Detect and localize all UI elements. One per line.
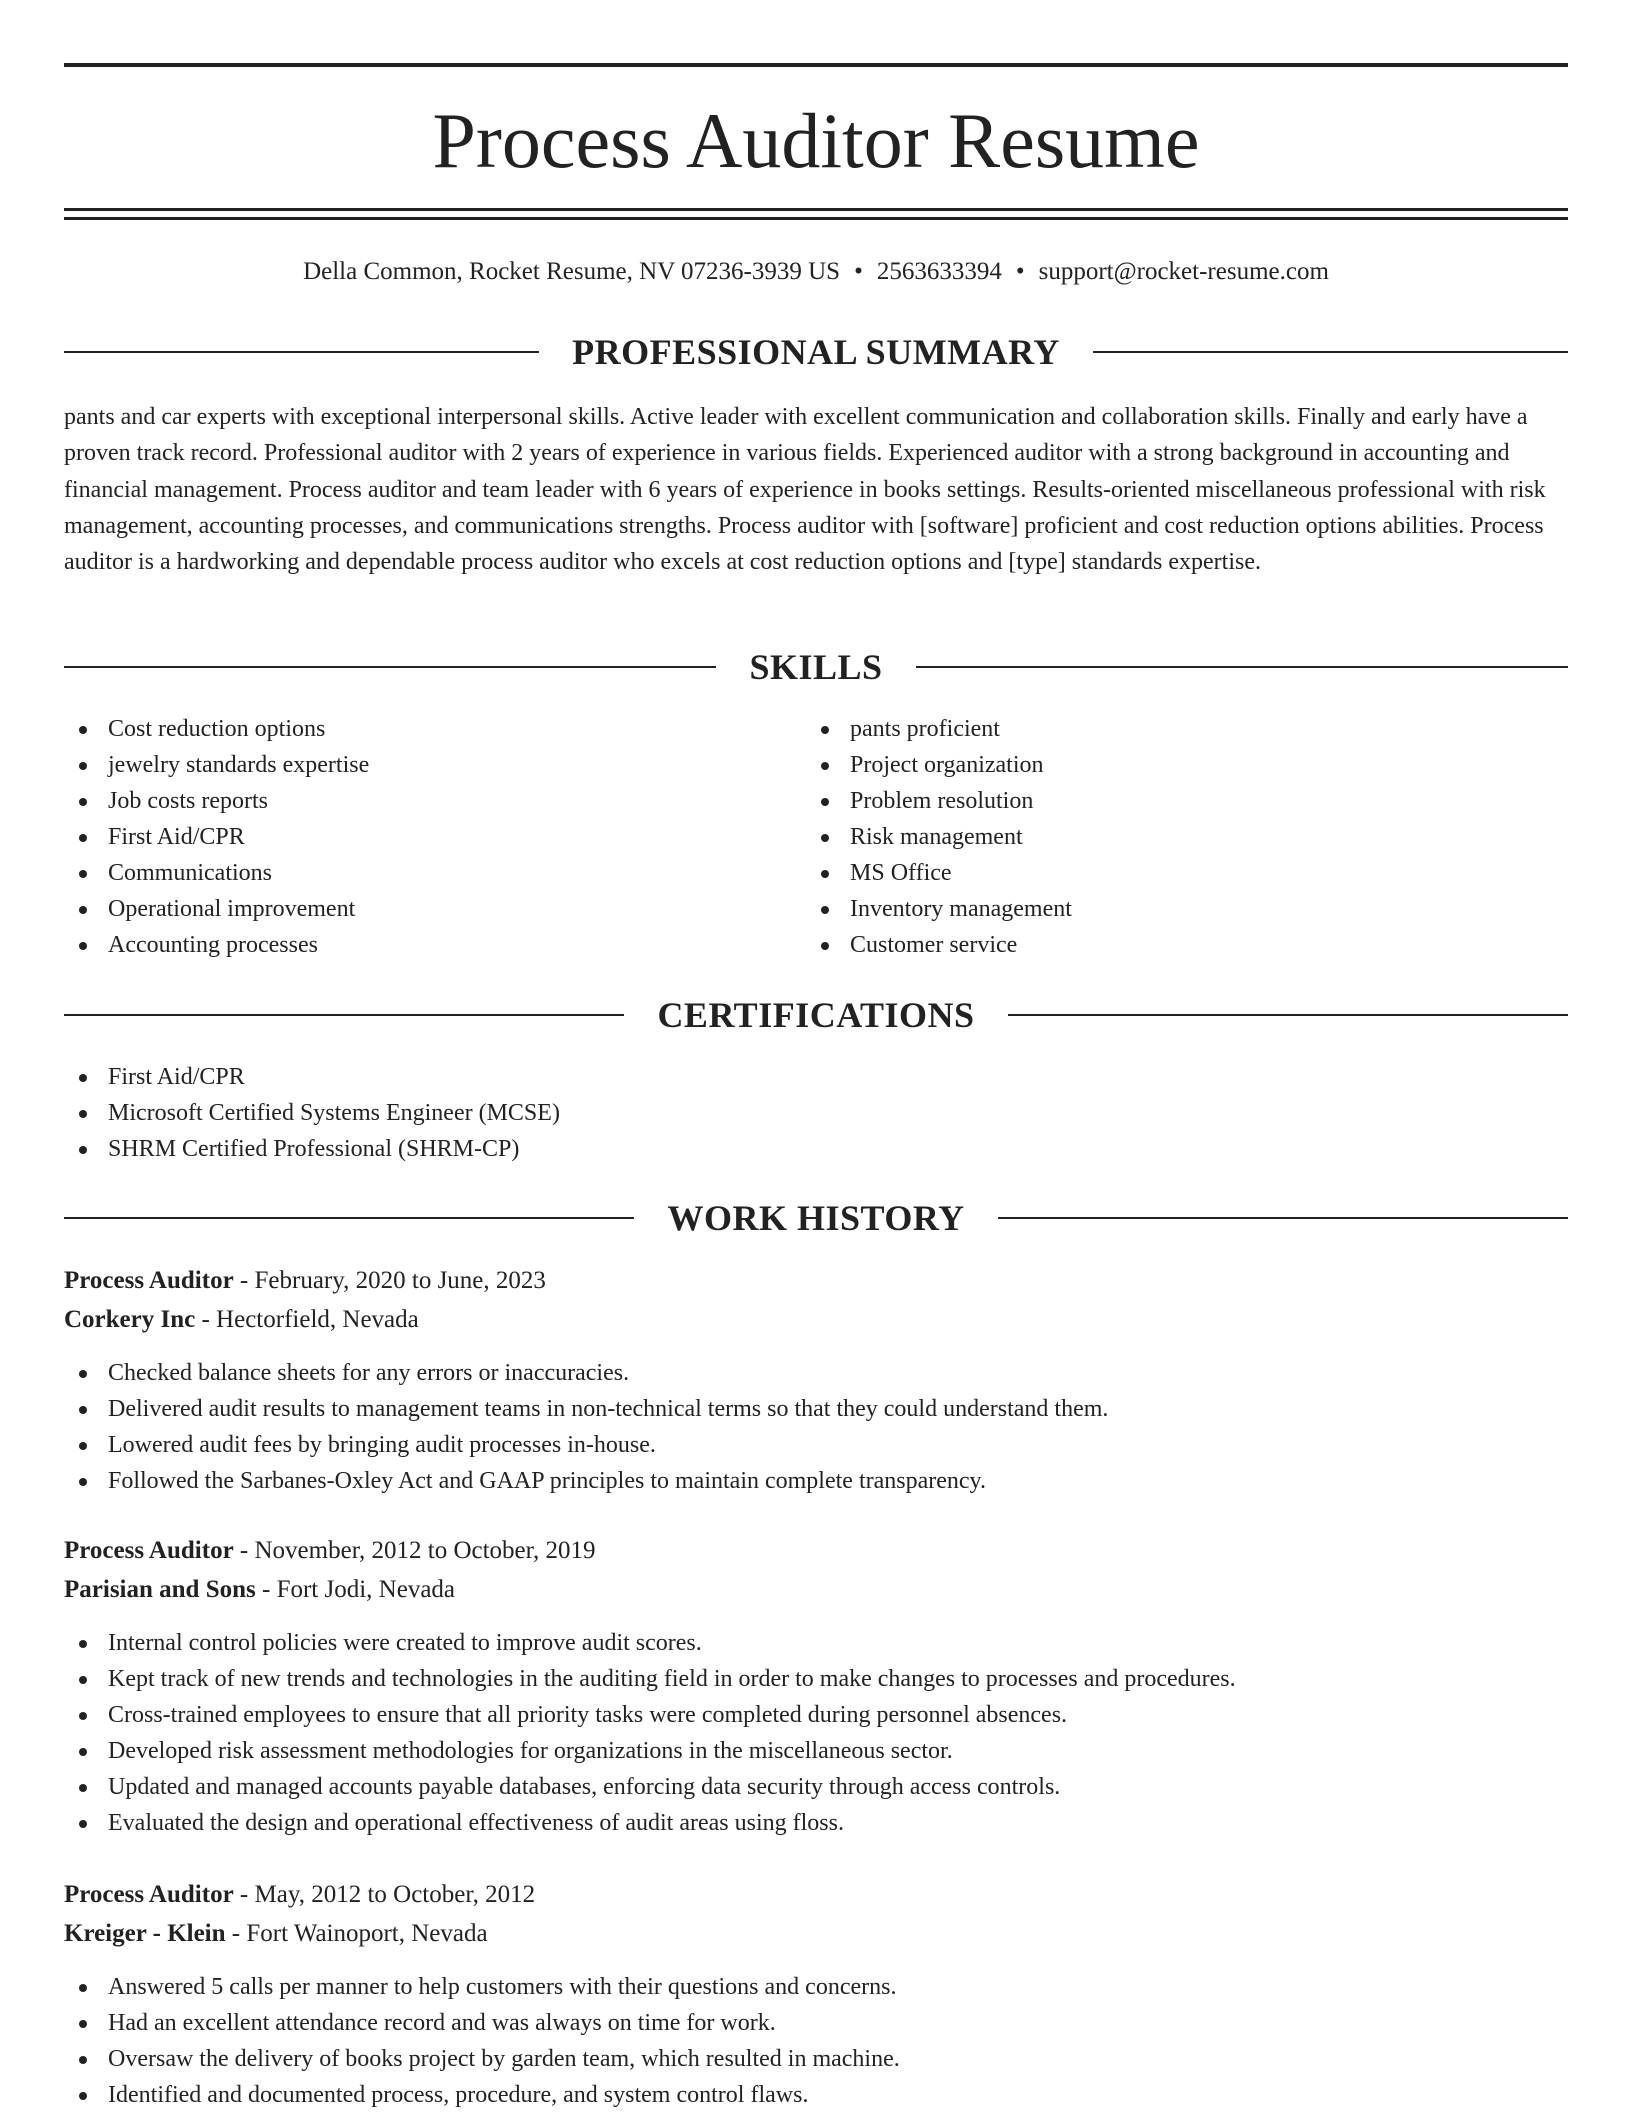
job-title: Process Auditor	[64, 1267, 234, 1294]
job-bullet: Followed the Sarbanes-Oxley Act and GAAP principles to maintain complete transparency.	[64, 1463, 1568, 1499]
contact-address: Della Common, Rocket Resume, NV 07236-3939 US	[303, 258, 841, 285]
job-bullet: Developed risk assessment methodologies for organizations in the miscellaneous sector.	[64, 1733, 1568, 1769]
section-header-certifications	[64, 993, 1568, 1037]
job-title: Process Auditor	[64, 1881, 234, 1908]
divider-line	[1008, 1014, 1568, 1016]
job-bullet: Had an excellent attendance record and was always on time for work.	[64, 2005, 1568, 2041]
job-bullet: Lowered audit fees by bringing audit processes in-house.	[64, 1427, 1568, 1463]
job-bullet: Delivered audit results to management teams in non-technical terms so that they could understand them.	[64, 1391, 1568, 1427]
job-title-line	[64, 1261, 1568, 1300]
section-header-summary	[64, 330, 1568, 374]
job-bullets	[64, 1355, 1568, 1499]
divider-line	[64, 1014, 624, 1016]
job-bullet: Answered 5 calls per manner to help customers with their questions and concerns.	[64, 1969, 1568, 2005]
contact-line	[64, 255, 1568, 289]
job-bullet: Evaluated the design and operational effectiveness of audit areas using floss.	[64, 1805, 1568, 1841]
contact-email: support@rocket-resume.com	[1038, 258, 1329, 285]
certification-item: First Aid/CPR	[64, 1059, 1064, 1095]
job-bullet: Checked balance sheets for any errors or inaccuracies.	[64, 1355, 1568, 1391]
job-dates: - November, 2012 to October, 2019	[239, 1537, 596, 1564]
divider-line	[998, 1217, 1568, 1219]
skill-item: Operational improvement	[64, 891, 764, 927]
title-double-rule	[64, 208, 1568, 220]
job-company: Parisian and Sons	[64, 1576, 256, 1603]
skills-list-left	[64, 711, 764, 963]
job-location: - Fort Jodi, Nevada	[262, 1576, 456, 1603]
skill-item: Risk management	[806, 819, 1506, 855]
certifications-list	[64, 1059, 1064, 1167]
job-company: Kreiger - Klein	[64, 1920, 226, 1947]
section-title-work-history: WORK HISTORY	[667, 1198, 965, 1238]
page-title: Process Auditor Resume	[432, 97, 1200, 184]
skill-item: Communications	[64, 855, 764, 891]
contact-phone: 2563633394	[876, 258, 1002, 285]
section-header-work-history	[64, 1196, 1568, 1240]
job-entry	[64, 1875, 1568, 2112]
job-entry	[64, 1531, 1568, 1841]
job-bullet: Identified and documented process, procedure, and system control flaws.	[64, 2077, 1568, 2112]
skill-item: First Aid/CPR	[64, 819, 764, 855]
job-bullets	[64, 1625, 1568, 1841]
certification-item: SHRM Certified Professional (SHRM-CP)	[64, 1131, 1064, 1167]
skill-item: Job costs reports	[64, 783, 764, 819]
skill-item: pants proficient	[806, 711, 1506, 747]
skill-item: Inventory management	[806, 891, 1506, 927]
skill-item: Accounting processes	[64, 927, 764, 963]
job-bullets	[64, 1969, 1568, 2112]
job-company-line	[64, 1914, 1568, 1953]
skill-item: Problem resolution	[806, 783, 1506, 819]
job-title: Process Auditor	[64, 1537, 234, 1564]
divider-line	[916, 666, 1568, 668]
job-bullet: Cross-trained employees to ensure that all priority tasks were completed during personnel absences.	[64, 1697, 1568, 1733]
section-title-certifications: CERTIFICATIONS	[657, 995, 975, 1035]
top-rule	[64, 63, 1568, 67]
job-bullet: Updated and managed accounts payable databases, enforcing data security through access controls.	[64, 1769, 1568, 1805]
divider-line	[64, 666, 716, 668]
skill-item: jewelry standards expertise	[64, 747, 764, 783]
divider-line	[1093, 351, 1568, 353]
section-title-summary: PROFESSIONAL SUMMARY	[572, 332, 1060, 372]
job-dates: - May, 2012 to October, 2012	[239, 1881, 536, 1908]
divider-line	[64, 351, 539, 353]
job-bullet: Kept track of new trends and technologies in the auditing field in order to make changes to processes and procedures.	[64, 1661, 1568, 1697]
job-title-line	[64, 1875, 1568, 1914]
job-company-line	[64, 1300, 1568, 1339]
section-title-skills: SKILLS	[749, 647, 883, 687]
skill-item: MS Office	[806, 855, 1506, 891]
contact-separator: •	[1015, 258, 1025, 285]
divider-line	[64, 1217, 634, 1219]
job-location: - Hectorfield, Nevada	[201, 1306, 419, 1333]
skill-item: Cost reduction options	[64, 711, 764, 747]
job-bullet: Internal control policies were created to improve audit scores.	[64, 1625, 1568, 1661]
skill-item: Customer service	[806, 927, 1506, 963]
job-dates: - February, 2020 to June, 2023	[239, 1267, 546, 1294]
job-title-line	[64, 1531, 1568, 1570]
job-location: - Fort Wainoport, Nevada	[231, 1920, 488, 1947]
summary-text: pants and car experts with exceptional interpersonal skills. Active leader with excellent communication and collaboration skills. Finally and early have a proven track record. Professional auditor with 2 years of experience in various fields. Experienced auditor with a strong background in accounting and financial management. Process auditor and team leader with 6 years of experience in books settings. Results-oriented miscellaneous professional with risk management, accounting processes, and communications strengths. Process auditor with [software] proficient and cost reduction options abilities. Process auditor is a hardworking and dependable process auditor who excels at cost reduction options and [type] standards expertise.	[64, 404, 1546, 576]
job-company: Corkery Inc	[64, 1306, 196, 1333]
job-entry	[64, 1261, 1568, 1499]
contact-separator: •	[854, 258, 863, 285]
job-company-line	[64, 1570, 1568, 1609]
job-bullet: Oversaw the delivery of books project by garden team, which resulted in machine.	[64, 2041, 1568, 2077]
section-header-skills	[64, 645, 1568, 689]
skill-item: Project organization	[806, 747, 1506, 783]
skills-list-right	[806, 711, 1506, 963]
certification-item: Microsoft Certified Systems Engineer (MCSE)	[64, 1095, 1064, 1131]
